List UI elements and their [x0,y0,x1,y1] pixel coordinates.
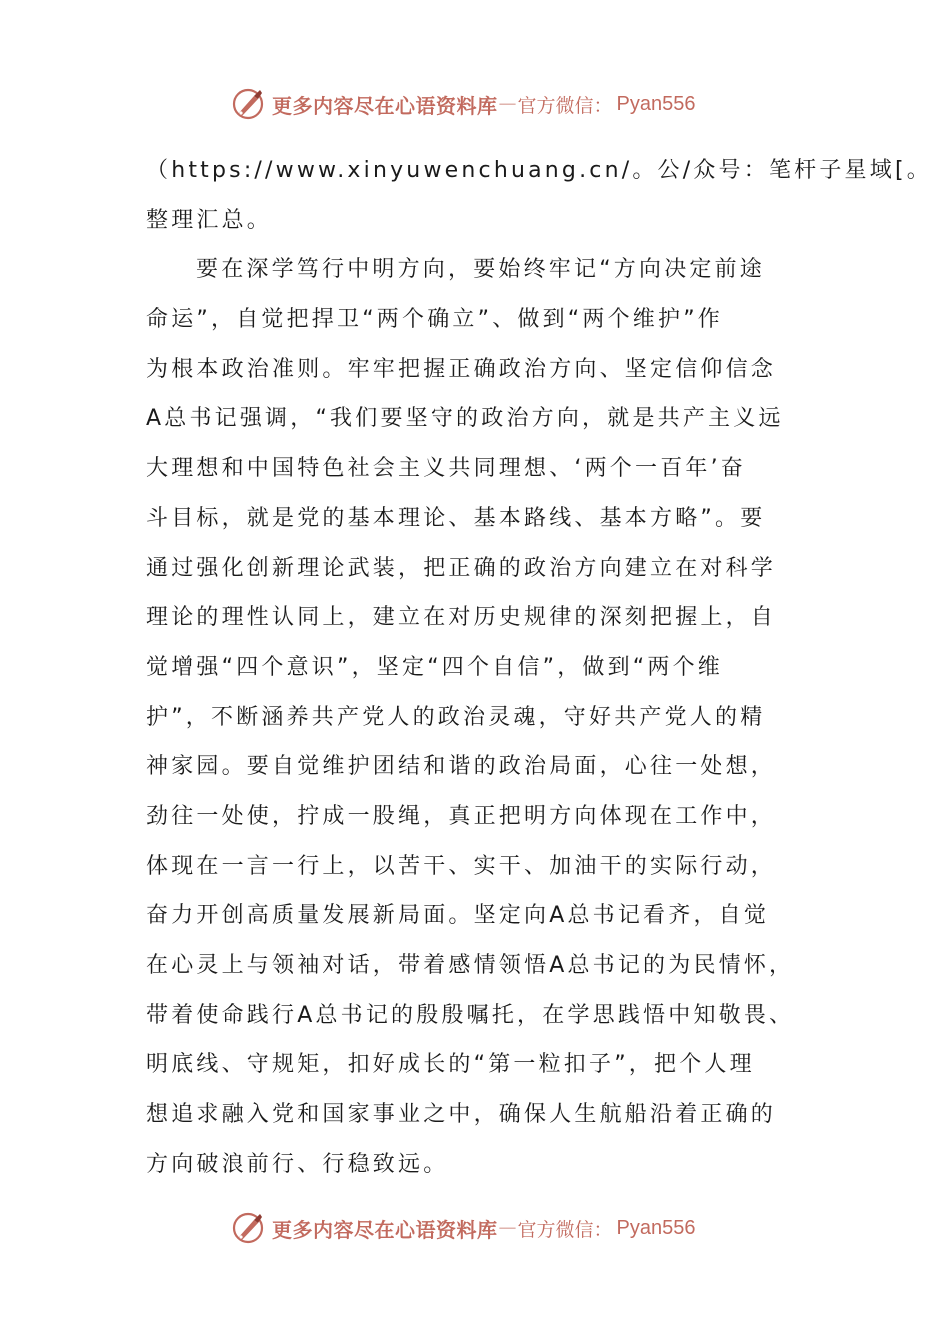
body-line-8: 斗目标，就是党的基本理论、基本路线、基本方略”。要 [146,505,766,531]
header-watermark-banner [230,82,730,126]
body-line-5: 为根本政治准则。牢牢把握正确政治方向、坚定信仰信念 [146,356,777,382]
footer-banner-title: 更多内容尽在心语资料库 [272,1217,498,1242]
pen-logo-icon [230,1210,266,1246]
body-line-14: 劲往一处使，拧成一股绳，真正把明方向体现在工作中， [146,803,777,829]
body-line-12: 护”，不断涵养共产党人的政治灵魂，守好共产党人的精 [146,704,766,730]
body-line-11: 觉增强“四个意识”，坚定“四个自信”，做到“两个维 [146,654,723,680]
body-line-17: 在心灵上与领袖对话，带着感情领悟A总书记的为民情怀， [146,953,795,978]
body-line-1: （https://www.xinyuwenchuang.cn/。公/众号：笔杆子星域[。 [146,158,932,183]
body-line-9: 通过强化创新理论武装，把正确的政治方向建立在对科学 [146,555,777,581]
footer-banner-wechat-id: Pyan556 [616,1216,696,1239]
body-line-20: 想追求融入党和国家事业之中，确保人生航船沿着正确的 [146,1102,777,1128]
body-line-21: 方向破浪前行、行稳致远。 [146,1151,449,1177]
body-line-10: 理论的理性认同上，建立在对历史规律的深刻把握上，自 [146,605,777,631]
body-line-16: 奋力开创高质量发展新局面。坚定向A总书记看齐，自觉 [146,903,770,929]
body-line-4: 命运”，自觉把捍卫“两个确立”、做到“两个维护”作 [146,307,723,333]
footer-banner-wechat-label: 官方微信： [517,1218,613,1241]
header-banner-title: 更多内容尽在心语资料库 [272,93,498,118]
body-line-6: A总书记强调，“我们要坚守的政治方向，就是共产主义远 [146,406,784,432]
header-banner-wechat-label: 官方微信： [517,94,613,117]
body-line-13: 神家园。要自觉维护团结和谐的政治局面，心往一处想， [146,754,777,780]
footer-banner-separator: — [499,1219,516,1236]
header-banner-wechat-id: Pyan556 [616,92,696,115]
document-body [146,146,932,1189]
pen-logo-icon [230,86,266,122]
body-line-18: 带着使命践行A总书记的殷殷嘱托，在学思践悟中知敬畏、 [146,1002,795,1028]
body-line-15: 体现在一言一行上，以苦干、实干、加油干的实际行动， [146,853,777,879]
header-banner-separator: — [499,95,516,112]
body-line-3: 要在深学笃行中明方向，要始终牢记“方向决定前途 [196,257,765,283]
body-line-2: 整理汇总。 [146,207,273,233]
body-line-19: 明底线、守规矩，扣好成长的“第一粒扣子”，把个人理 [146,1052,755,1078]
body-line-7: 大理想和中国特色社会主义共同理想、‘两个一百年’奋 [146,456,746,482]
footer-watermark-banner [230,1206,730,1250]
